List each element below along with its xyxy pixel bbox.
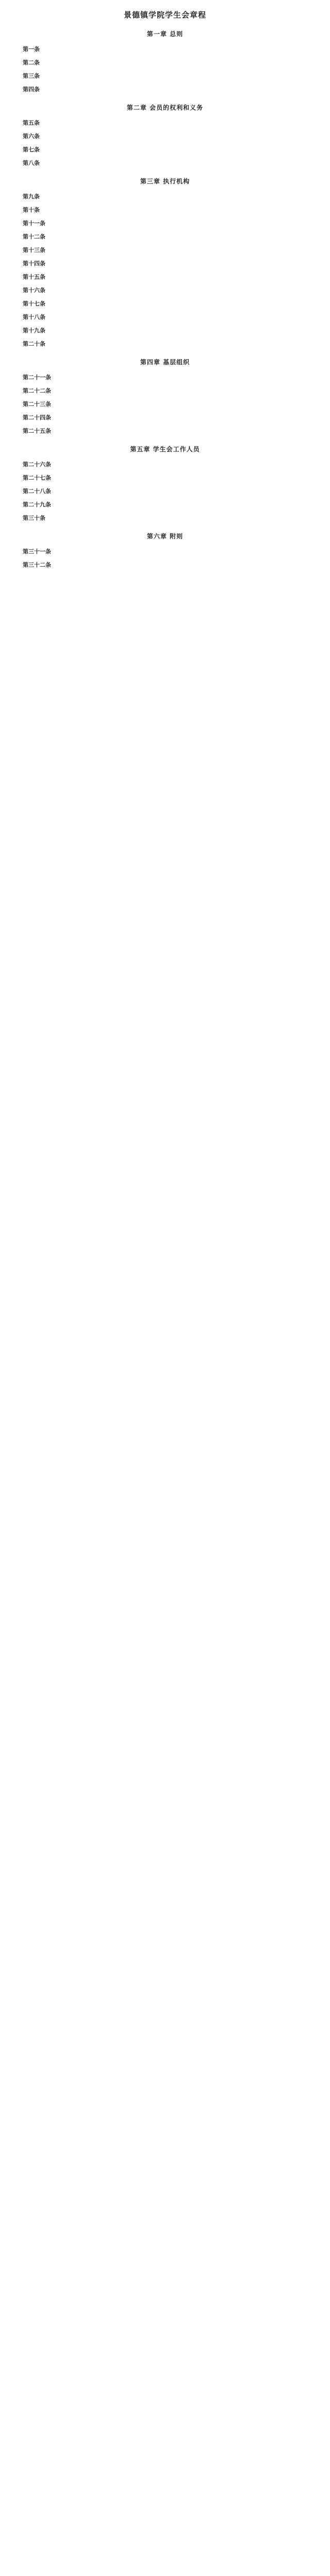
article-number: 第三十条 [23,515,45,521]
article-number: 第二十九条 [23,501,51,508]
article-paragraph [11,232,319,242]
chapter-heading: 第四章 基层组织 [140,359,190,366]
article-paragraph [11,339,319,349]
article-paragraph [11,560,319,570]
article-number: 第十条 [23,207,40,213]
article-paragraph [11,131,319,142]
article-paragraph [11,145,319,155]
article-number: 第六条 [23,133,40,140]
article-paragraph [11,326,319,336]
article-paragraph [11,413,319,423]
document-page [0,0,330,594]
article-number: 第七条 [23,146,40,153]
article-number: 第十七条 [23,300,45,307]
article-number: 第二十八条 [23,488,51,495]
article-number: 第二十七条 [23,474,51,481]
article-paragraph [11,399,319,410]
article-number: 第九条 [23,193,40,200]
article-number: 第三十二条 [23,562,51,568]
article-paragraph [11,312,319,323]
chapter-heading: 第一章 总则 [146,30,184,38]
article-number: 第十四条 [23,260,45,267]
chapter-heading: 第五章 学生会工作人员 [130,446,200,453]
chapter-section [11,177,319,349]
chapter-section [11,103,319,168]
article-paragraph [11,205,319,215]
article-number: 第一条 [23,46,40,53]
chapter-section [11,532,319,570]
article-number: 第十六条 [23,287,45,294]
article-paragraph [11,84,319,95]
article-paragraph [11,547,319,557]
article-paragraph [11,473,319,483]
article-paragraph [11,272,319,282]
article-paragraph [11,386,319,396]
article-paragraph [11,426,319,436]
article-number: 第十一条 [23,220,45,227]
article-paragraph [11,44,319,55]
article-paragraph [11,158,319,168]
article-paragraph [11,372,319,383]
article-paragraph [11,192,319,202]
chapter-heading: 第二章 会员的权利和义务 [126,104,204,111]
article-number: 第三条 [23,73,40,79]
article-paragraph [11,285,319,296]
chapters-container [11,29,319,570]
article-paragraph [11,299,319,309]
article-number: 第二十六条 [23,461,51,468]
article-paragraph [11,71,319,81]
article-number: 第二十四条 [23,414,51,421]
article-number: 第十九条 [23,327,45,334]
article-number: 第八条 [23,160,40,166]
article-paragraph [11,500,319,510]
article-paragraph [11,245,319,256]
article-paragraph [11,460,319,470]
chapter-section [11,29,319,95]
article-number: 第二条 [23,59,40,66]
article-number: 第十三条 [23,247,45,253]
article-number: 第二十条 [23,341,45,347]
article-paragraph [11,218,319,229]
chapter-section [11,358,319,436]
chapter-heading: 第三章 执行机构 [140,178,190,185]
article-number: 第十二条 [23,233,45,240]
article-number: 第二十一条 [23,374,51,381]
article-paragraph [11,513,319,523]
article-paragraph [11,58,319,68]
chapter-section [11,445,319,523]
article-paragraph [11,486,319,497]
article-number: 第二十二条 [23,387,51,394]
article-paragraph [11,259,319,269]
article-number: 第二十三条 [23,401,51,408]
article-number: 第五条 [23,120,40,126]
article-number: 第四条 [23,86,40,93]
document-title: 景德镇学院学生会章程 [123,10,206,20]
article-number: 第二十五条 [23,428,51,434]
chapter-heading: 第六章 附则 [146,533,184,540]
article-number: 第十五条 [23,274,45,280]
article-number: 第三十一条 [23,548,51,555]
article-paragraph [11,118,319,128]
article-number: 第十八条 [23,314,45,320]
